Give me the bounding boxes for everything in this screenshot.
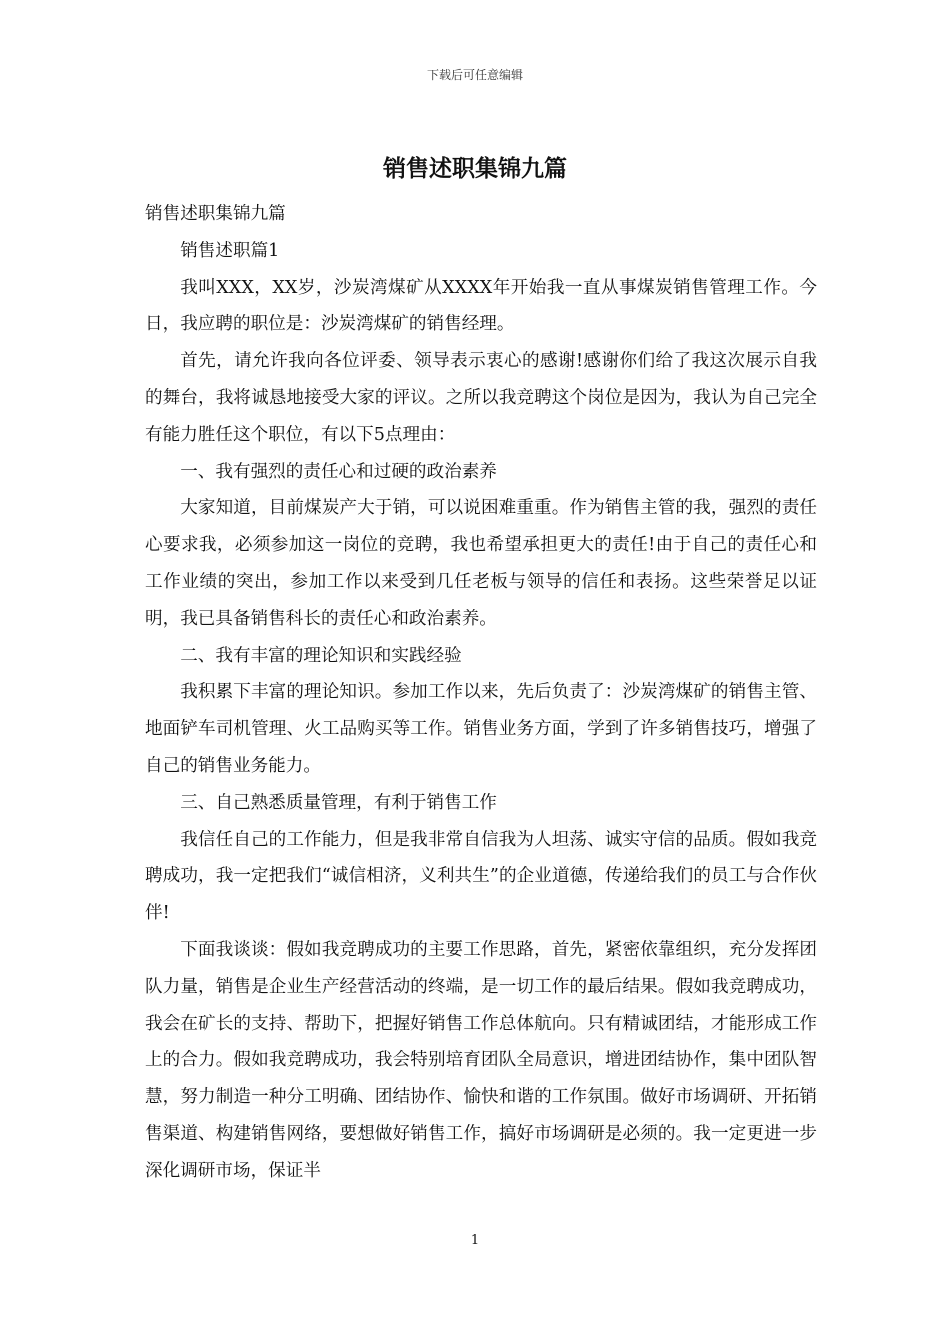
- page-header-note: 下载后可任意编辑: [426, 68, 523, 82]
- paragraph-point-heading: 一、我有强烈的责任心和过硬的政治素养: [180, 461, 497, 482]
- paragraph: 我信任自己的工作能力，但是我非常自信我为人坦荡、诚实守信的品质。假如我竞聘成功，我一定把我们“诚信相济，义利共生”的企业道德，传递给我们的员工与合作伙伴!: [145, 829, 817, 924]
- paragraph: 大家知道，目前煤炭产大于销，可以说困难重重。作为销售主管的我，强烈的责任心要求我，必须参加这一岗位的竞聘，我也希望承担更大的责任!由于自己的责任心和工作业绩的突出，参加工作以来受到几任老板与领导的信任和表扬。这些荣誉足以证明，我已具备销售科长的责任心和政治素养。: [145, 498, 817, 629]
- paragraph-subtitle: 销售述职集锦九篇: [145, 204, 286, 224]
- paragraph: 我叫XXX，XX岁，沙炭湾煤矿从XXXX年开始我一直从事煤炭销售管理工作。今日，我应聘的职位是：沙炭湾煤矿的销售经理。: [145, 277, 817, 335]
- paragraph: 首先，请允许我向各位评委、领导表示衷心的感谢!感谢你们给了我这次展示自我的舞台，我将诚恳地接受大家的评议。之所以我竞聘这个岗位是因为，我认为自己完全有能力胜任这个职位，有以下5点理由：: [145, 351, 817, 445]
- document-body: [145, 196, 817, 1190]
- paragraph: 下面我谈谈：假如我竞聘成功的主要工作思路，首先，紧密依靠组织，充分发挥团队力量，销售是企业生产经营活动的终端，是一切工作的最后结果。假如我竞聘成功，我会在矿长的支持、帮助下，把握好销售工作总体航向。只有精诚团结，才能形成工作上的合力。假如我竞聘成功，我会特别培育团队全局意识，增进团结协作，集中团队智慧，努力制造一种分工明确、团结协作、愉快和谐的工作氛围。做好市场调研、开拓销售渠道、构建销售网络，要想做好销售工作，搞好市场调研是必须的。我一定更进一步深化调研市场，保证半: [145, 939, 817, 1181]
- paragraph: 我积累下丰富的理论知识。参加工作以来，先后负责了：沙炭湾煤矿的销售主管、地面铲车司机管理、火工品购买等工作。销售业务方面，学到了许多销售技巧，增强了自己的销售业务能力。: [145, 682, 817, 776]
- document-title: 销售述职集锦九篇: [383, 155, 567, 182]
- paragraph-point-heading: 三、自己熟悉质量管理，有利于销售工作: [180, 792, 497, 813]
- page-number: 1: [470, 1233, 480, 1248]
- paragraph-point-heading: 二、我有丰富的理论知识和实践经验: [180, 645, 462, 666]
- paragraph-section-heading: 销售述职篇1: [180, 240, 280, 261]
